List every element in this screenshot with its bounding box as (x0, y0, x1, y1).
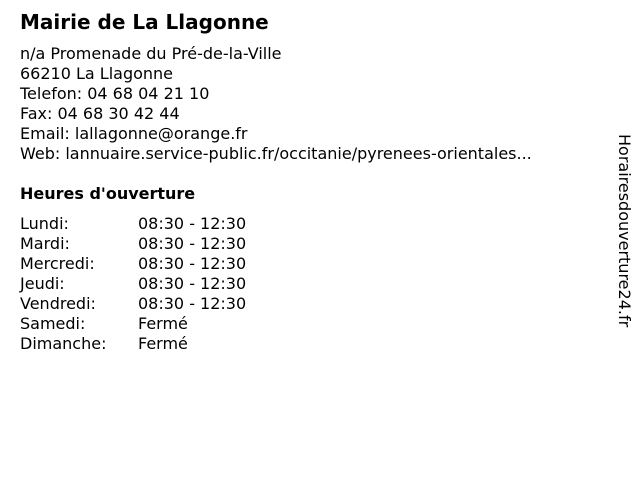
fax-number: Fax: 04 68 30 42 44 (20, 104, 180, 123)
phone-number: Telefon: 04 68 04 21 10 (20, 84, 210, 103)
address-block (20, 44, 532, 164)
city-postcode: 66210 La Llagonne (20, 64, 174, 83)
hours-day: Samedi: (20, 314, 86, 333)
hours-day: Mercredi: (20, 254, 95, 273)
hours-day: Mardi: (20, 234, 70, 253)
email-address: Email: lallagonne@orange.fr (20, 124, 248, 143)
hours-heading: Heures d'ouverture (20, 184, 196, 203)
website-link: Web: lannuaire.service-public.fr/occitanie/pyrenees-orientales... (20, 144, 532, 163)
hours-time: 08:30 - 12:30 (138, 234, 247, 253)
hours-time: 08:30 - 12:30 (138, 214, 247, 233)
hours-time: 08:30 - 12:30 (138, 274, 247, 293)
site-brand: Horairesdouverture24.fr (615, 134, 634, 328)
hours-day: Lundi: (20, 214, 69, 233)
page-title: Mairie de La Llagonne (20, 10, 269, 34)
hours-time: 08:30 - 12:30 (138, 294, 247, 313)
hours-day: Vendredi: (20, 294, 96, 313)
hours-day: Jeudi: (20, 274, 65, 293)
hours-time: Fermé (138, 314, 188, 333)
hours-time: Fermé (138, 334, 188, 353)
hours-time: 08:30 - 12:30 (138, 254, 247, 273)
hours-day: Dimanche: (20, 334, 107, 353)
street-address: n/a Promenade du Pré-de-la-Ville (20, 44, 282, 63)
